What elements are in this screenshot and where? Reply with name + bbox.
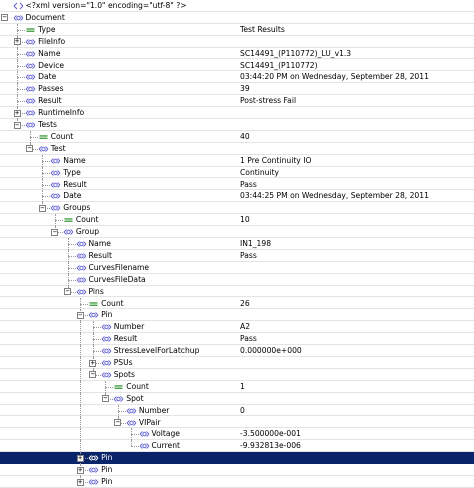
tree-row-result[interactable] — [0, 179, 474, 191]
expand-icon[interactable]: + — [14, 37, 20, 46]
node-value: 39 — [240, 84, 250, 94]
expand-icon[interactable]: + — [90, 358, 95, 367]
expand-icon[interactable]: + — [77, 465, 83, 474]
node-name: Result — [38, 96, 62, 106]
node-name: Type — [63, 167, 81, 177]
element-icon — [101, 359, 112, 367]
tree-row-count[interactable] — [0, 298, 474, 310]
tree-row-name[interactable] — [0, 155, 474, 167]
node-name: Result — [88, 250, 112, 260]
expand-icon[interactable]: + — [14, 108, 20, 117]
tree-row-count[interactable] — [0, 131, 474, 143]
node-value: Continuity — [240, 167, 280, 177]
expand-icon[interactable]: + — [77, 477, 83, 486]
node-name: Name — [88, 239, 111, 248]
node-name: FileInfo — [38, 36, 66, 46]
tree-row-name[interactable] — [0, 48, 474, 60]
element-icon — [126, 407, 137, 415]
tree-row-pin[interactable] — [0, 464, 474, 476]
node-name: PSUs — [113, 358, 133, 367]
collapse-icon[interactable]: − — [52, 227, 57, 236]
node-name: VIPair — [138, 417, 161, 427]
tree-row-stresslevelforlatchup[interactable] — [0, 345, 474, 357]
node-value: 26 — [240, 298, 250, 308]
tree-connector — [68, 256, 76, 257]
node-value: Post-stress Fail — [240, 96, 297, 106]
tree-guide-line — [80, 357, 81, 369]
tree-connector — [42, 196, 50, 197]
element-icon — [25, 85, 36, 93]
node-name: Pin — [101, 465, 113, 475]
node-name: Number — [138, 405, 170, 415]
node-name: Count — [50, 131, 74, 141]
tree-row-count[interactable] — [0, 214, 474, 226]
tree-connector — [30, 137, 38, 138]
tree-connector — [17, 54, 25, 55]
node-value: -9.932813e-006 — [240, 441, 301, 451]
element-icon — [101, 371, 112, 379]
element-icon — [50, 157, 61, 165]
node-value: IN1_198 — [240, 239, 272, 248]
tree-row-vipair[interactable] — [0, 417, 474, 429]
attribute-icon — [25, 26, 36, 34]
tree-row-date[interactable] — [0, 71, 474, 83]
node-name: StressLevelForLatchup — [113, 346, 200, 356]
node-name: Pin — [101, 453, 113, 463]
element-icon — [126, 419, 137, 427]
node-name: Document — [25, 12, 65, 22]
element-icon — [113, 395, 124, 403]
collapse-icon[interactable]: − — [103, 394, 108, 403]
tree-row-tests[interactable] — [0, 119, 474, 131]
node-name: Pins — [88, 286, 104, 296]
tree-row-device[interactable] — [0, 60, 474, 72]
tree-row-name[interactable] — [0, 238, 474, 250]
tree-row-pin[interactable] — [0, 476, 474, 488]
tree-row-document[interactable] — [0, 12, 474, 24]
node-name: Number — [113, 322, 145, 332]
tree-row-result[interactable] — [0, 95, 474, 107]
collapse-icon[interactable]: − — [65, 287, 70, 296]
collapse-icon[interactable]: − — [40, 203, 45, 212]
tree-connector — [17, 30, 25, 31]
tree-connector — [68, 280, 76, 281]
node-name: Groups — [63, 203, 91, 213]
collapse-icon[interactable]: − — [27, 144, 32, 153]
tree-row-curvesfilename[interactable] — [0, 262, 474, 274]
tree-guide-line — [80, 393, 81, 405]
element-icon — [50, 204, 61, 212]
attribute-icon — [88, 300, 99, 308]
node-value: 10 — [240, 215, 250, 225]
element-icon — [88, 311, 99, 319]
node-name: Device — [38, 60, 65, 70]
node-name: Result — [113, 334, 138, 344]
attribute-icon — [63, 216, 74, 224]
tree-connector — [93, 351, 101, 352]
xml-declaration-icon — [13, 2, 24, 10]
element-icon — [139, 442, 150, 450]
element-icon — [25, 38, 36, 46]
tree-connector — [68, 244, 76, 245]
node-name: Spot — [126, 393, 144, 403]
tree-row-pin[interactable] — [0, 452, 474, 464]
tree-connector — [42, 173, 50, 174]
tree-guide-line — [80, 333, 81, 345]
node-name: CurvesFileData — [88, 274, 146, 284]
tree-guide-line — [80, 381, 81, 393]
node-value: Test Results — [240, 24, 285, 34]
node-name: Passes — [38, 84, 64, 94]
tree-guide-line — [80, 321, 81, 333]
node-name: Result — [63, 179, 87, 189]
tree-row-number[interactable] — [0, 321, 474, 333]
tree-connector — [131, 446, 139, 447]
element-icon — [76, 264, 87, 272]
collapse-icon[interactable]: − — [115, 418, 120, 426]
tree-row-type[interactable] — [0, 167, 474, 179]
node-value: 40 — [240, 131, 250, 141]
element-icon — [50, 192, 61, 200]
tree-connector — [55, 220, 63, 221]
node-value: 03:44:25 PM on Wednesday, September 28, 2011 — [240, 191, 429, 201]
attribute-icon — [113, 383, 124, 391]
element-icon — [88, 478, 99, 486]
tree-row-date[interactable] — [0, 190, 474, 202]
node-name: Group — [75, 227, 100, 237]
tree-connector — [17, 101, 25, 102]
element-icon — [25, 73, 36, 81]
node-name: Count — [101, 298, 124, 308]
tree-guide-line — [80, 345, 81, 357]
tree-row-spot[interactable] — [0, 393, 474, 405]
tree-connector — [93, 327, 101, 328]
element-icon — [38, 145, 49, 153]
node-value: SC14491_(P110772) — [240, 60, 318, 70]
collapse-icon[interactable]: − — [2, 13, 7, 22]
collapse-icon[interactable]: − — [14, 120, 20, 129]
element-icon — [25, 62, 36, 70]
node-name: Voltage — [151, 429, 180, 439]
tree-row-pins[interactable] — [0, 286, 474, 298]
node-value: 0 — [240, 405, 245, 415]
element-icon — [76, 240, 87, 248]
tree-row-type[interactable] — [0, 24, 474, 36]
tree-guide-line — [80, 369, 81, 381]
node-name: <?xml version="1.0" encoding="utf-8" ?> — [25, 1, 187, 10]
element-icon — [76, 252, 87, 260]
node-value: Pass — [240, 334, 257, 344]
node-value: 0.000000e+000 — [240, 346, 302, 356]
tree-row-pin[interactable] — [0, 309, 474, 321]
tree-row-runtimeinfo[interactable] — [0, 107, 474, 119]
collapse-icon[interactable]: − — [77, 310, 83, 319]
node-name: Test — [50, 143, 66, 153]
element-icon — [50, 181, 61, 189]
node-name: Tests — [38, 120, 58, 129]
element-icon — [101, 323, 112, 331]
node-value: Pass — [240, 250, 257, 260]
element-icon — [76, 288, 87, 296]
tree-connector — [42, 185, 50, 186]
tree-row-test[interactable] — [0, 143, 474, 155]
tree-connector — [80, 304, 88, 305]
node-name: Spots — [113, 369, 135, 379]
element-icon — [76, 276, 87, 284]
tree-connector — [118, 411, 126, 412]
element-icon — [101, 347, 112, 355]
element-icon — [25, 97, 36, 105]
tree-connector — [68, 268, 76, 269]
tree-row-spots[interactable] — [0, 369, 474, 381]
tree-connector — [17, 66, 25, 67]
element-icon — [101, 335, 112, 343]
tree-connector — [17, 89, 25, 90]
node-name: CurvesFilename — [88, 262, 150, 272]
element-icon — [13, 14, 24, 22]
node-value: A2 — [240, 322, 251, 332]
node-value: -3.500000e-001 — [240, 429, 301, 439]
expand-icon[interactable]: + — [77, 453, 83, 462]
element-icon — [50, 169, 61, 177]
tree-row-group[interactable] — [0, 226, 474, 238]
tree-connector — [131, 434, 139, 435]
tree-row-curvesfiledata[interactable] — [0, 274, 474, 286]
element-icon — [25, 109, 36, 117]
tree-row-groups[interactable] — [0, 202, 474, 214]
node-name: Pin — [101, 477, 113, 486]
element-icon — [25, 121, 36, 129]
node-value: 1 Pre Continuity IO — [240, 155, 312, 165]
tree-row-current[interactable] — [0, 440, 474, 452]
tree-row-psus[interactable] — [0, 357, 474, 369]
tree-connector — [93, 339, 101, 340]
node-value: 1 — [240, 381, 245, 391]
tree-row-voltage[interactable] — [0, 428, 474, 440]
node-name: Count — [75, 215, 99, 225]
tree-row-passes[interactable] — [0, 83, 474, 95]
element-icon — [25, 50, 36, 58]
node-name: Type — [38, 24, 56, 34]
element-icon — [88, 466, 99, 474]
node-name: Date — [38, 72, 57, 82]
tree-guide-line — [80, 417, 81, 429]
tree-connector — [105, 387, 113, 388]
tree-row-number[interactable] — [0, 405, 474, 417]
node-name: Count — [126, 381, 149, 391]
element-icon — [139, 430, 150, 438]
tree-guide-line — [80, 440, 81, 452]
tree-row-result[interactable] — [0, 333, 474, 345]
tree-row-result[interactable] — [0, 250, 474, 262]
node-value: 03:44:20 PM on Wednesday, September 28, 2011 — [240, 72, 429, 82]
collapse-icon[interactable]: − — [90, 370, 95, 379]
node-name: Date — [63, 191, 82, 201]
node-name: Current — [151, 441, 181, 451]
node-name: RuntimeInfo — [38, 108, 85, 118]
node-name: Pin — [101, 310, 113, 320]
tree-connector — [17, 77, 25, 78]
tree-connector — [42, 161, 50, 162]
tree-row-count[interactable] — [0, 381, 474, 393]
tree-row-xml-version-1-0-encoding-utf-8[interactable] — [0, 0, 474, 12]
node-name: Name — [63, 155, 86, 165]
tree-row-fileinfo[interactable] — [0, 36, 474, 48]
element-icon — [63, 228, 74, 236]
attribute-icon — [38, 133, 49, 141]
element-icon — [88, 454, 99, 462]
node-value: Pass — [240, 179, 257, 189]
node-name: Name — [38, 48, 61, 58]
tree-guide-line — [80, 428, 81, 440]
tree-guide-line — [80, 405, 81, 417]
node-value: SC14491_(P110772)_LU_v1.3 — [240, 48, 352, 58]
